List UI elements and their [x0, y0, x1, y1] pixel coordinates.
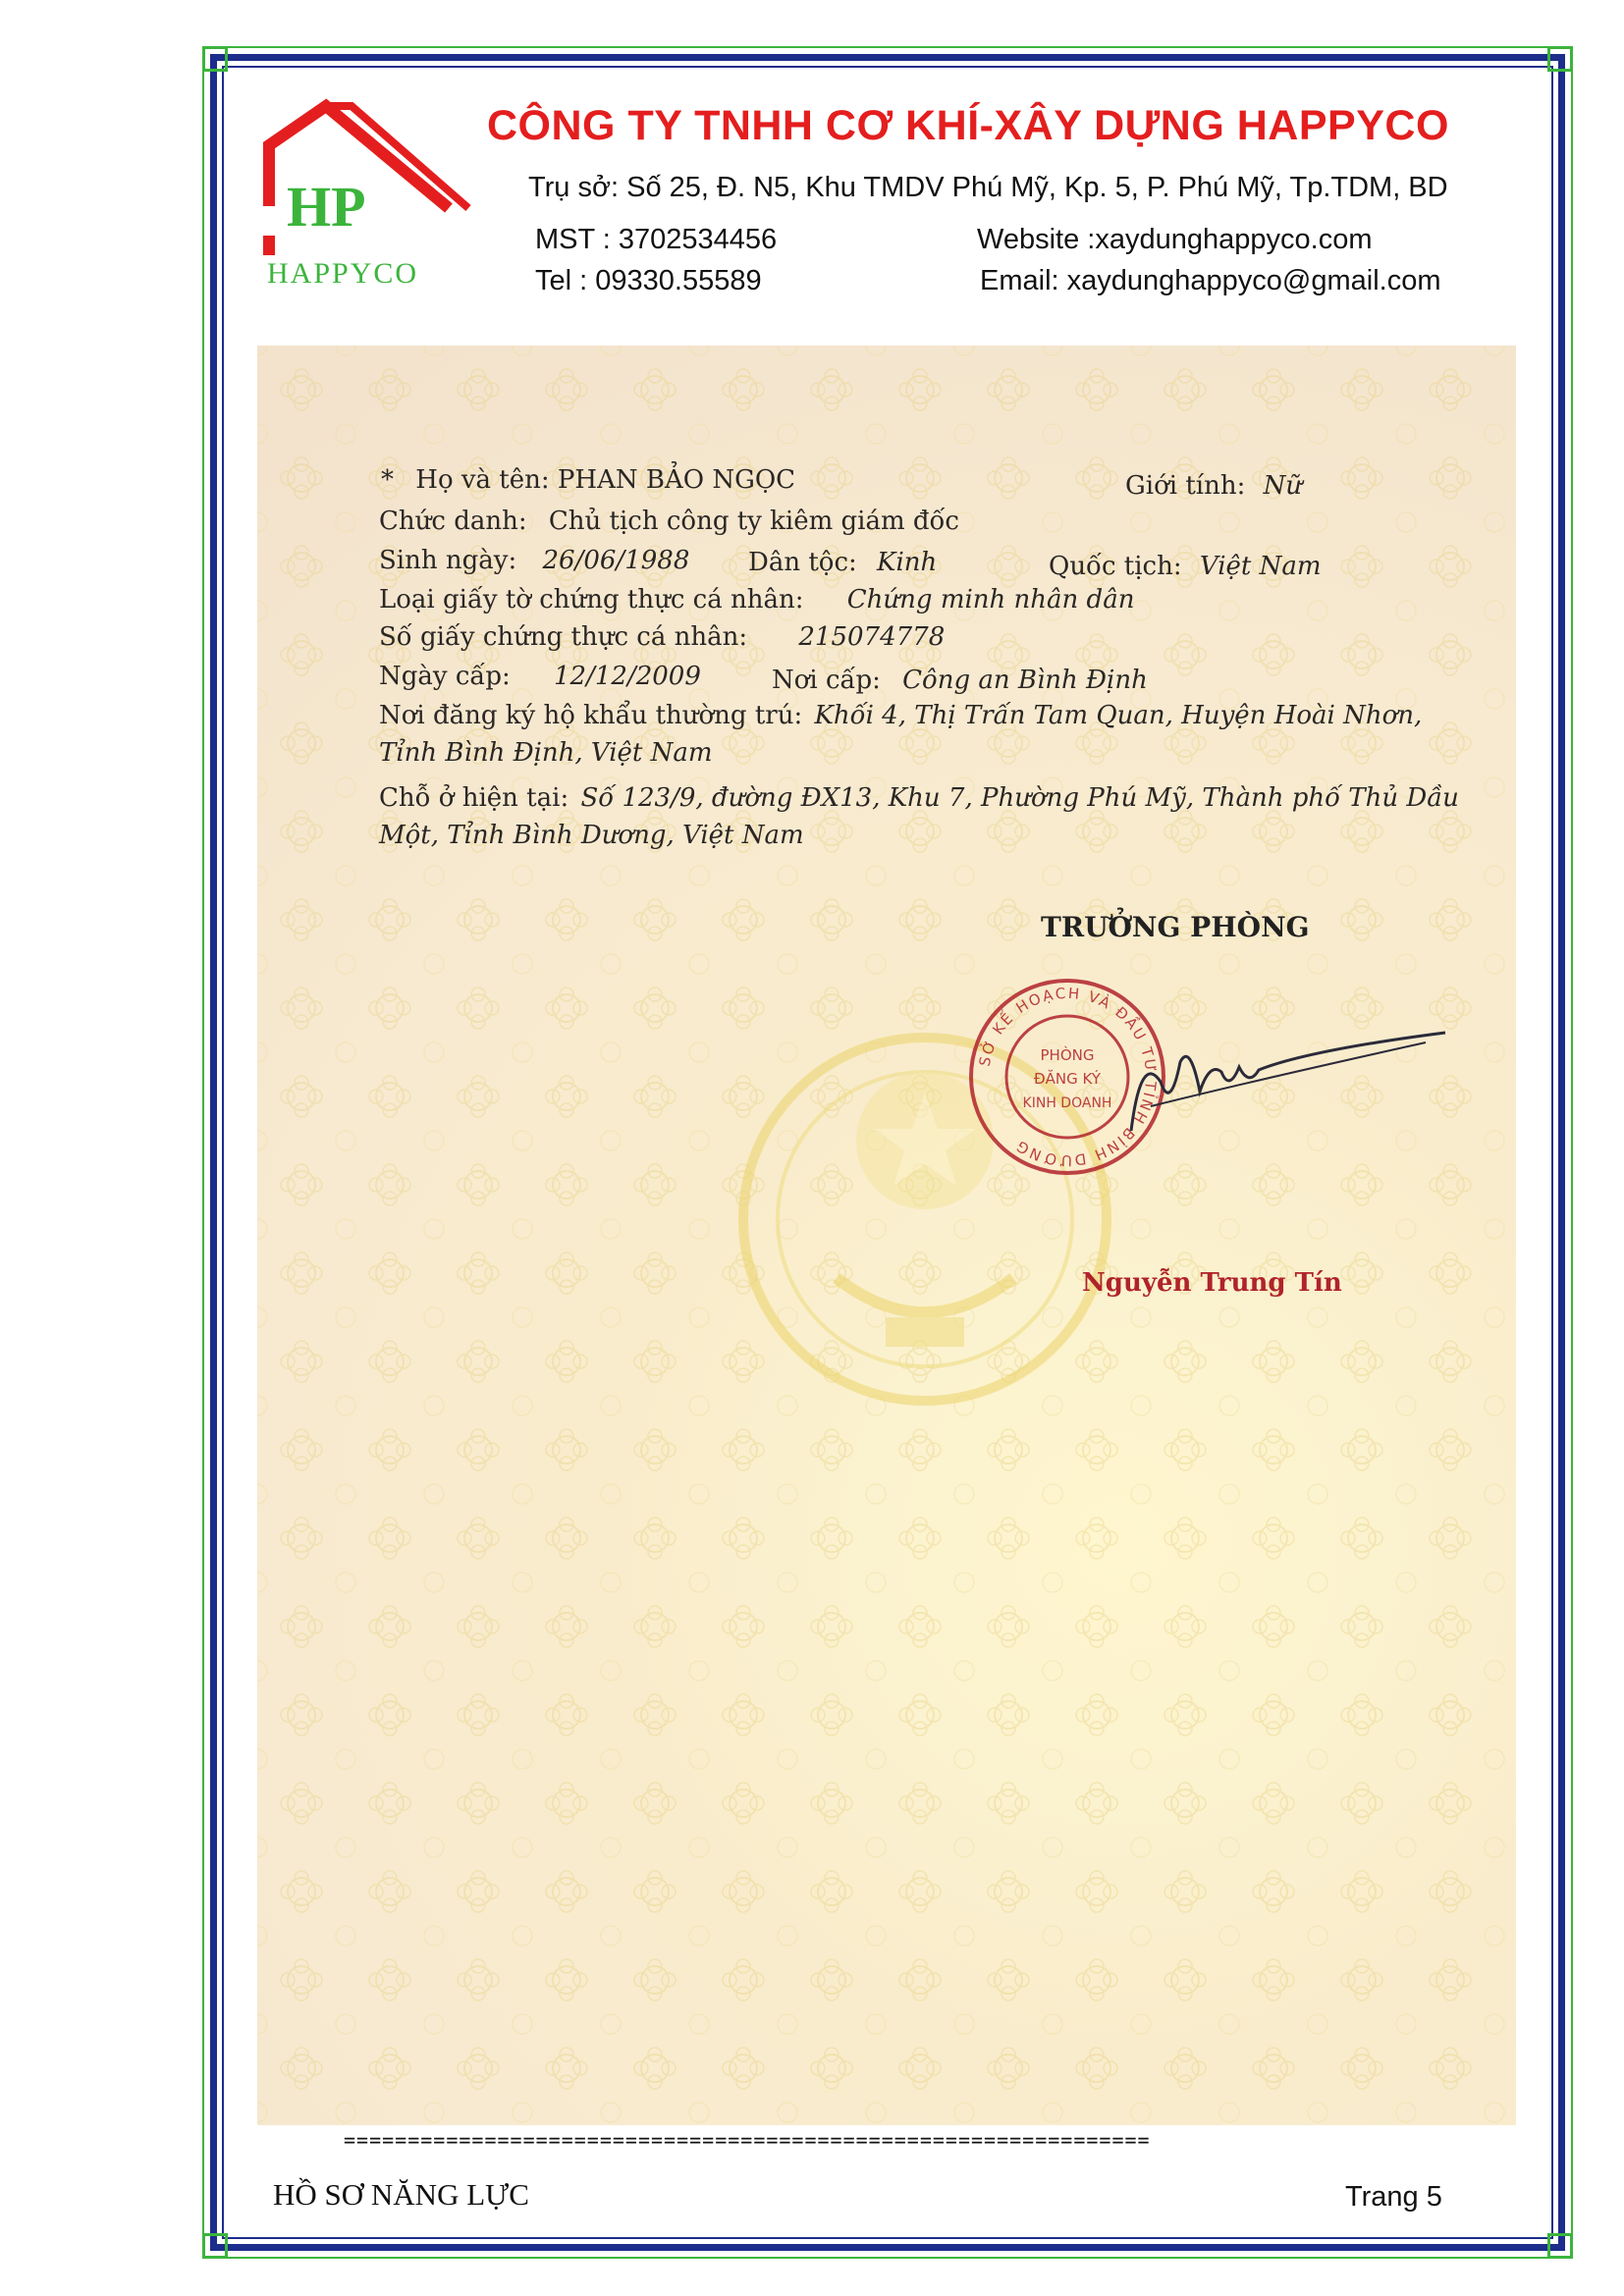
company-logo — [257, 98, 478, 294]
current-address-label: Chỗ ở hiện tại: — [379, 783, 569, 813]
email: Email: xaydunghappyco@gmail.com — [980, 265, 1441, 296]
issue-place-label: Nơi cấp: — [772, 666, 881, 695]
residence-value-line2: Tỉnh Bình Định, Việt Nam — [379, 738, 713, 768]
signer-title: TRƯỞNG PHÒNG — [1041, 911, 1310, 943]
frame-corner-top-right — [1547, 46, 1573, 72]
company-name: CÔNG TY TNHH CƠ KHÍ-XÂY DỰNG HAPPYCO — [487, 102, 1449, 149]
stamp-outer-text: SỞ KẾ HOẠCH VÀ ĐẦU TƯ TỈNH BÌNH DƯƠNG — [975, 984, 1161, 1170]
frame-corner-bottom-left — [202, 2233, 228, 2259]
bullet: * — [381, 465, 394, 495]
id-type-value: Chứng minh nhân dân — [846, 585, 1135, 614]
id-number-label: Số giấy chứng thực cá nhân: — [379, 622, 748, 652]
position-value: Chủ tịch công ty kiêm giám đốc — [548, 507, 959, 536]
dob-value: 26/06/1988 — [542, 546, 690, 575]
name-label: Họ và tên: — [415, 465, 550, 495]
id-number-value: 215074778 — [798, 622, 946, 652]
gender-label: Giới tính: — [1125, 471, 1246, 501]
ethnic-value: Kinh — [877, 548, 938, 577]
stamp-line-1: PHÒNG — [1040, 1046, 1095, 1064]
company-address: Trụ sở: Số 25, Đ. N5, Khu TMDV Phú Mỹ, Kp. 5, P. Phú Mỹ, Tp.TDM, BD — [528, 172, 1448, 203]
nationality-value: Việt Nam — [1199, 552, 1322, 581]
ethnic-label: Dân tộc: — [748, 548, 857, 577]
frame-corner-top-left — [202, 46, 228, 72]
stamp-line-3: KINH DOANH — [1022, 1095, 1112, 1111]
id-type-label: Loại giấy tờ chứng thực cá nhân: — [379, 585, 804, 614]
logo-text: HAPPYCO — [267, 257, 419, 290]
page-number: Trang 5 — [1345, 2181, 1442, 2213]
issue-date-label: Ngày cấp: — [379, 662, 511, 691]
residence-value-line1: Khối 4, Thị Trấn Tam Quan, Huyện Hoài Nhơn, — [814, 701, 1423, 730]
logo-initials: HP — [287, 175, 366, 239]
nationality-label: Quốc tịch: — [1049, 552, 1182, 581]
tax-code: MST : 3702534456 — [535, 224, 778, 255]
handwritten-signature — [1111, 1023, 1465, 1141]
phone: Tel : 09330.55589 — [535, 265, 762, 296]
document-title: HỒ SƠ NĂNG LỰC — [273, 2177, 529, 2212]
website: Website :xaydunghappyco.com — [977, 224, 1373, 255]
footer-divider: =============================================================== — [344, 2128, 1151, 2152]
signer-name: Nguyễn Trung Tín — [1082, 1268, 1342, 1298]
issue-date-value: 12/12/2009 — [554, 662, 701, 691]
current-address-line2: Một, Tỉnh Bình Dương, Việt Nam — [379, 821, 804, 850]
name-value: PHAN BẢO NGỌC — [557, 465, 796, 495]
dob-label: Sinh ngày: — [379, 546, 517, 575]
issue-place-value: Công an Bình Định — [902, 666, 1148, 695]
stamp-line-2: ĐĂNG KÝ — [1034, 1070, 1101, 1088]
residence-label: Nơi đăng ký hộ khẩu thường trú: — [379, 701, 803, 730]
frame-corner-bottom-right — [1547, 2233, 1573, 2259]
gender-value: Nữ — [1263, 471, 1303, 501]
scanned-certificate — [257, 346, 1516, 2125]
current-address-line1: Số 123/9, đường ĐX13, Khu 7, Phường Phú Mỹ, Thành phố Thủ Dầu — [580, 783, 1459, 813]
position-label: Chức danh: — [379, 507, 527, 536]
